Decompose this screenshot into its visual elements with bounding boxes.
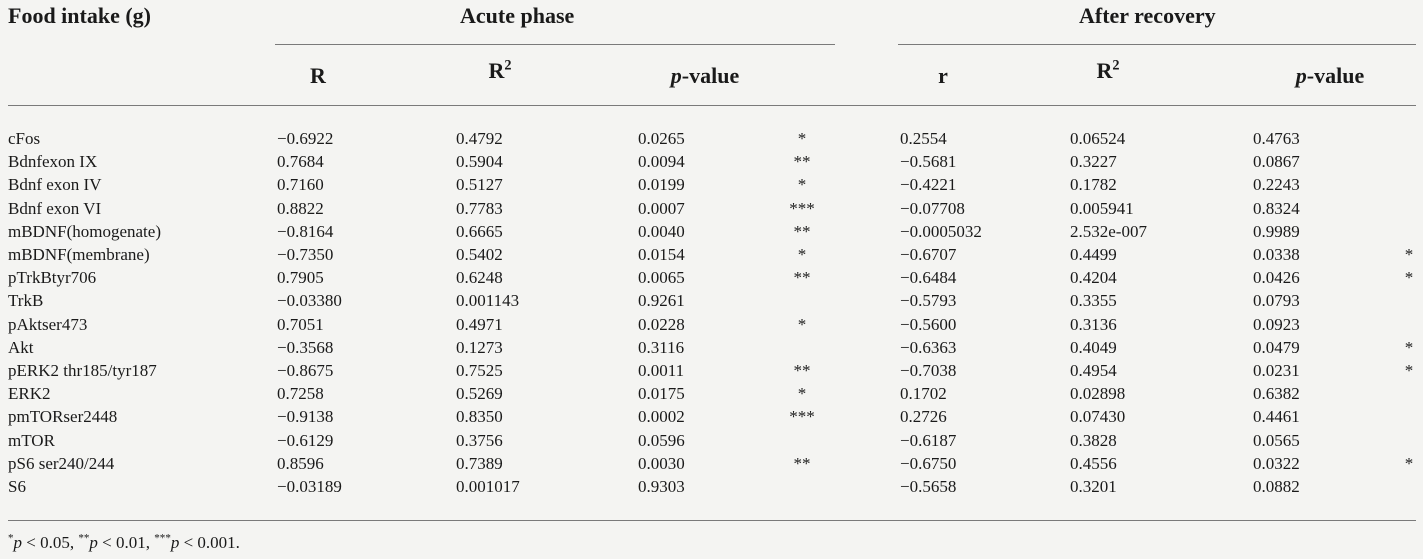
acute-r: 0.7051 — [277, 314, 324, 334]
acute-r2: 0.5269 — [456, 384, 503, 404]
acute-significance: * — [797, 175, 807, 195]
row-label: TrkB — [8, 291, 44, 311]
acute-significance: *** — [789, 198, 815, 218]
acute-pvalue: 0.0228 — [638, 314, 685, 334]
acute-r2: 0.001143 — [456, 291, 520, 311]
recovery-pvalue: 0.0338 — [1253, 245, 1300, 264]
acute-pvalue: 0.0007 — [638, 198, 685, 218]
col-recovery-r: r — [938, 63, 948, 88]
acute-r2: 0.5402 — [456, 245, 503, 264]
acute-r2: 0.7525 — [456, 361, 503, 380]
acute-r2: 0.6665 — [456, 221, 503, 241]
acute-significance: * — [797, 314, 807, 334]
acute-r2: 0.6248 — [456, 268, 503, 288]
acute-group-rule — [275, 44, 835, 45]
recovery-r2: 0.3227 — [1070, 152, 1117, 172]
acute-r2: 0.3756 — [456, 430, 503, 450]
recovery-pvalue: 0.0565 — [1253, 430, 1300, 450]
recovery-r: −0.0005032 — [900, 221, 982, 241]
recovery-pvalue: 0.0231 — [1253, 361, 1300, 380]
acute-pvalue: 0.0094 — [638, 152, 685, 172]
recovery-pvalue: 0.4763 — [1253, 129, 1300, 148]
recovery-r: −0.5681 — [900, 152, 957, 172]
recovery-significance: * — [1404, 268, 1414, 288]
recovery-pvalue: 0.0867 — [1253, 152, 1300, 172]
recovery-pvalue: 0.0923 — [1253, 314, 1300, 334]
acute-r2: 0.8350 — [456, 407, 503, 427]
recovery-r: −0.6750 — [900, 453, 957, 473]
recovery-r2: 0.4204 — [1070, 268, 1117, 288]
recovery-pvalue: 0.6382 — [1253, 384, 1300, 404]
row-label: Bdnfexon IX — [8, 152, 98, 172]
col-acute-pvalue: p-value — [670, 63, 740, 88]
col-acute-r: R — [310, 63, 326, 88]
row-label: Bdnf exon VI — [8, 198, 102, 218]
row-label: Bdnf exon IV — [8, 175, 102, 195]
recovery-pvalue: 0.8324 — [1253, 198, 1300, 218]
row-label: ERK2 — [8, 384, 51, 404]
acute-significance: * — [797, 129, 807, 148]
acute-r2: 0.1273 — [456, 337, 503, 357]
acute-r: −0.3568 — [277, 337, 334, 357]
recovery-pvalue: 0.0322 — [1253, 453, 1300, 473]
col-acute-r2: $R^2$ — [488, 57, 512, 83]
recovery-r: 0.1702 — [900, 384, 947, 404]
acute-pvalue: 0.0265 — [638, 129, 685, 148]
acute-significance: ** — [793, 453, 811, 473]
acute-significance: * — [797, 245, 807, 264]
acute-r2: 0.7783 — [456, 198, 503, 218]
col-recovery-r2: $R^2$ — [1096, 57, 1120, 83]
table-bottom-rule — [8, 520, 1416, 521]
recovery-pvalue: 0.0479 — [1253, 337, 1300, 357]
recovery-r2: 0.3201 — [1070, 477, 1117, 496]
acute-r: −0.6922 — [277, 129, 334, 148]
recovery-pvalue: 0.0426 — [1253, 268, 1300, 288]
acute-r: −0.03380 — [277, 291, 342, 311]
acute-pvalue: 0.0199 — [638, 175, 685, 195]
recovery-r: −0.6363 — [900, 337, 957, 357]
recovery-r2: 0.4954 — [1070, 361, 1117, 380]
row-label: pS6 ser240/244 — [8, 453, 115, 473]
recovery-r2: 0.1782 — [1070, 175, 1117, 195]
acute-significance: ** — [793, 221, 811, 241]
row-label: pTrkBtyr706 — [8, 268, 97, 288]
recovery-r: −0.5793 — [900, 291, 957, 311]
acute-r: 0.8596 — [277, 453, 324, 473]
row-label: pAktser473 — [8, 314, 88, 334]
acute-r2: 0.001017 — [456, 477, 520, 496]
row-label: mBDNF(homogenate) — [8, 221, 161, 241]
recovery-r: −0.6707 — [900, 245, 957, 264]
acute-r: −0.03189 — [277, 477, 342, 496]
recovery-r2: 0.4499 — [1070, 245, 1117, 264]
row-label: S6 — [8, 477, 26, 496]
acute-pvalue: 0.0040 — [638, 221, 685, 241]
row-label: mTOR — [8, 430, 55, 450]
recovery-pvalue: 0.4461 — [1253, 407, 1300, 427]
acute-r: −0.8164 — [277, 221, 334, 241]
recovery-r2: 0.02898 — [1070, 384, 1126, 404]
recovery-r2: 0.3828 — [1070, 430, 1117, 450]
acute-r: −0.7350 — [277, 245, 334, 264]
recovery-r: −0.6187 — [900, 430, 957, 450]
recovery-r: 0.2726 — [900, 407, 947, 427]
recovery-r2: 0.4556 — [1070, 453, 1117, 473]
acute-pvalue: 0.0596 — [638, 430, 685, 450]
recovery-r: −0.07708 — [900, 198, 965, 218]
acute-r: −0.9138 — [277, 407, 334, 427]
group-header-recovery: After recovery — [1079, 3, 1216, 28]
acute-r2: 0.4971 — [456, 314, 503, 334]
row-label: pmTORser2448 — [8, 407, 118, 427]
recovery-r2: 0.005941 — [1070, 198, 1134, 218]
recovery-significance: * — [1404, 245, 1414, 264]
acute-pvalue: 0.0175 — [638, 384, 685, 404]
acute-r2: 0.5904 — [456, 152, 503, 172]
recovery-r: 0.2554 — [900, 129, 947, 148]
acute-r: 0.7684 — [277, 152, 324, 172]
recovery-r2: 0.4049 — [1070, 337, 1117, 357]
acute-significance: *** — [789, 407, 815, 427]
recovery-r2: 0.3355 — [1070, 291, 1117, 311]
acute-r: −0.6129 — [277, 430, 334, 450]
acute-pvalue: 0.9261 — [638, 291, 685, 311]
recovery-r: −0.5600 — [900, 314, 957, 334]
acute-significance: ** — [793, 152, 811, 172]
acute-r: 0.8822 — [277, 198, 324, 218]
col-recovery-pvalue: p-value — [1295, 63, 1365, 88]
acute-r2: 0.5127 — [456, 175, 503, 195]
row-label: mBDNF(membrane) — [8, 245, 150, 264]
recovery-group-rule — [898, 44, 1416, 45]
acute-significance: ** — [793, 361, 811, 380]
acute-r: −0.8675 — [277, 361, 334, 380]
recovery-pvalue: 0.0793 — [1253, 291, 1300, 311]
recovery-significance: * — [1404, 453, 1414, 473]
acute-pvalue: 0.0154 — [638, 245, 685, 264]
recovery-pvalue: 0.9989 — [1253, 221, 1300, 241]
recovery-pvalue: 0.0882 — [1253, 477, 1300, 496]
acute-pvalue: 0.0065 — [638, 268, 685, 288]
row-label: Akt — [8, 337, 34, 357]
recovery-significance: * — [1404, 361, 1414, 380]
recovery-r: −0.5658 — [900, 477, 957, 496]
acute-significance: ** — [793, 268, 811, 288]
acute-r: 0.7160 — [277, 175, 324, 195]
acute-pvalue: 0.0002 — [638, 407, 685, 427]
recovery-r2: 2.532e-007 — [1070, 221, 1147, 241]
recovery-r2: 0.3136 — [1070, 314, 1117, 334]
acute-significance: * — [797, 384, 807, 404]
row-label: pERK2 thr185/tyr187 — [8, 361, 157, 380]
footnote: *p < 0.05, **p < 0.01, ***p < 0.001. — [8, 532, 240, 552]
recovery-significance: * — [1404, 337, 1414, 357]
acute-pvalue: 0.9303 — [638, 477, 685, 496]
group-header-acute: Acute phase — [460, 3, 575, 28]
acute-r2: 0.4792 — [456, 129, 503, 148]
recovery-r: −0.7038 — [900, 361, 957, 380]
recovery-r2: 0.06524 — [1070, 129, 1126, 148]
row-header-title: Food intake (g) — [8, 3, 151, 28]
recovery-r: −0.4221 — [900, 175, 957, 195]
recovery-pvalue: 0.2243 — [1253, 175, 1300, 195]
acute-pvalue: 0.3116 — [638, 337, 685, 357]
recovery-r: −0.6484 — [900, 268, 957, 288]
acute-pvalue: 0.0030 — [638, 453, 685, 473]
row-label: cFos — [8, 129, 41, 148]
acute-r2: 0.7389 — [456, 453, 503, 473]
acute-r: 0.7258 — [277, 384, 324, 404]
acute-pvalue: 0.0011 — [638, 361, 685, 380]
recovery-r2: 0.07430 — [1070, 407, 1126, 427]
acute-r: 0.7905 — [277, 268, 324, 288]
header-bottom-rule — [8, 105, 1416, 106]
